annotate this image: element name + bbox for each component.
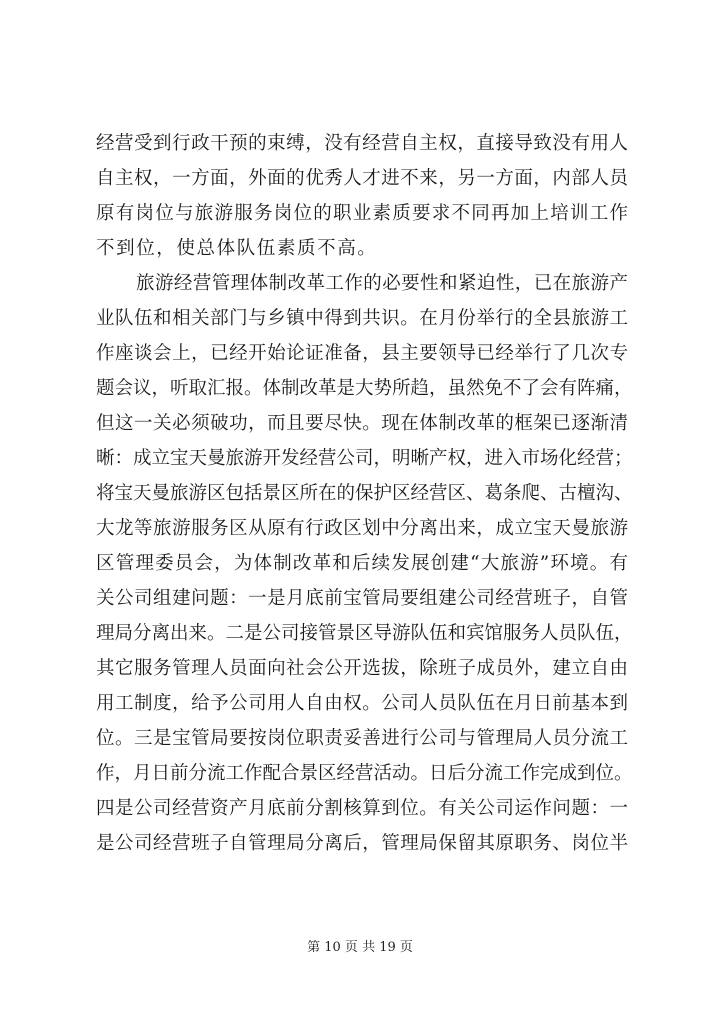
text-line-16: 其它服务管理人员面向社会公开选拔，除班子成员外，建立自由 [96,658,628,679]
text-line-17: 用工制度，给予公司用人自由权。公司人员队伍在月日前基本到 [96,693,628,714]
text-line-4: 不到位，使总体队伍素质不高。 [96,238,378,259]
text-line-7: 作座谈会上，已经开始论证准备，县主要领导已经举行了几次专 [96,343,628,364]
text-line-10: 晰：成立宝天曼旅游开发经营公司，明晰产权，进入市场化经营； [96,448,633,469]
page-number-footer: 第 10 页 共 19 页 [307,940,413,955]
text-line-21: 是公司经营班子自管理局分离后，管理局保留其原职务、岗位半 [96,833,628,854]
text-line-8: 题会议，听取汇报。体制改革是大势所趋，虽然免不了会有阵痛， [96,378,633,399]
body-text [96,126,633,861]
text-line-3: 原有岗位与旅游服务岗位的职业素质要求不同再加上培训工作 [96,203,628,224]
text-line-15: 理局分离出来。二是公司接管景区导游队伍和宾馆服务人员队伍， [96,623,633,644]
text-line-11: 将宝天曼旅游区包括景区所在的保护区经营区、葛条爬、古檀沟、 [96,483,633,504]
text-line-19: 作，月日前分流工作配合景区经营活动。日后分流工作完成到位。 [96,763,633,784]
text-line-20: 四是公司经营资产月底前分割核算到位。有关公司运作问题：一 [96,798,628,819]
text-line-18: 位。三是宝管局要按岗位职责妥善进行公司与管理局人员分流工 [96,728,628,749]
text-line-1: 经营受到行政干预的束缚，没有经营自主权，直接导致没有用人 [96,133,628,154]
text-line-9: 但这一关必须破功，而且要尽快。现在体制改革的框架已逐渐清 [96,413,628,434]
text-line-12: 大龙等旅游服务区从原有行政区划中分离出来，成立宝天曼旅游 [96,518,628,539]
text-line-6: 业队伍和相关部门与乡镇中得到共识。在月份举行的全县旅游工 [96,308,628,329]
text-line-14: 关公司组建问题：一是月底前宝管局要组建公司经营班子，自管 [96,588,628,609]
text-line-13: 区管理委员会，为体制改革和后续发展创建“大旅游”环境。有 [96,553,628,574]
text-line-5: 旅游经营管理体制改革工作的必要性和紧迫性，已在旅游产 [136,273,628,294]
text-line-2: 自主权，一方面，外面的优秀人才进不来，另一方面，内部人员 [96,168,628,189]
